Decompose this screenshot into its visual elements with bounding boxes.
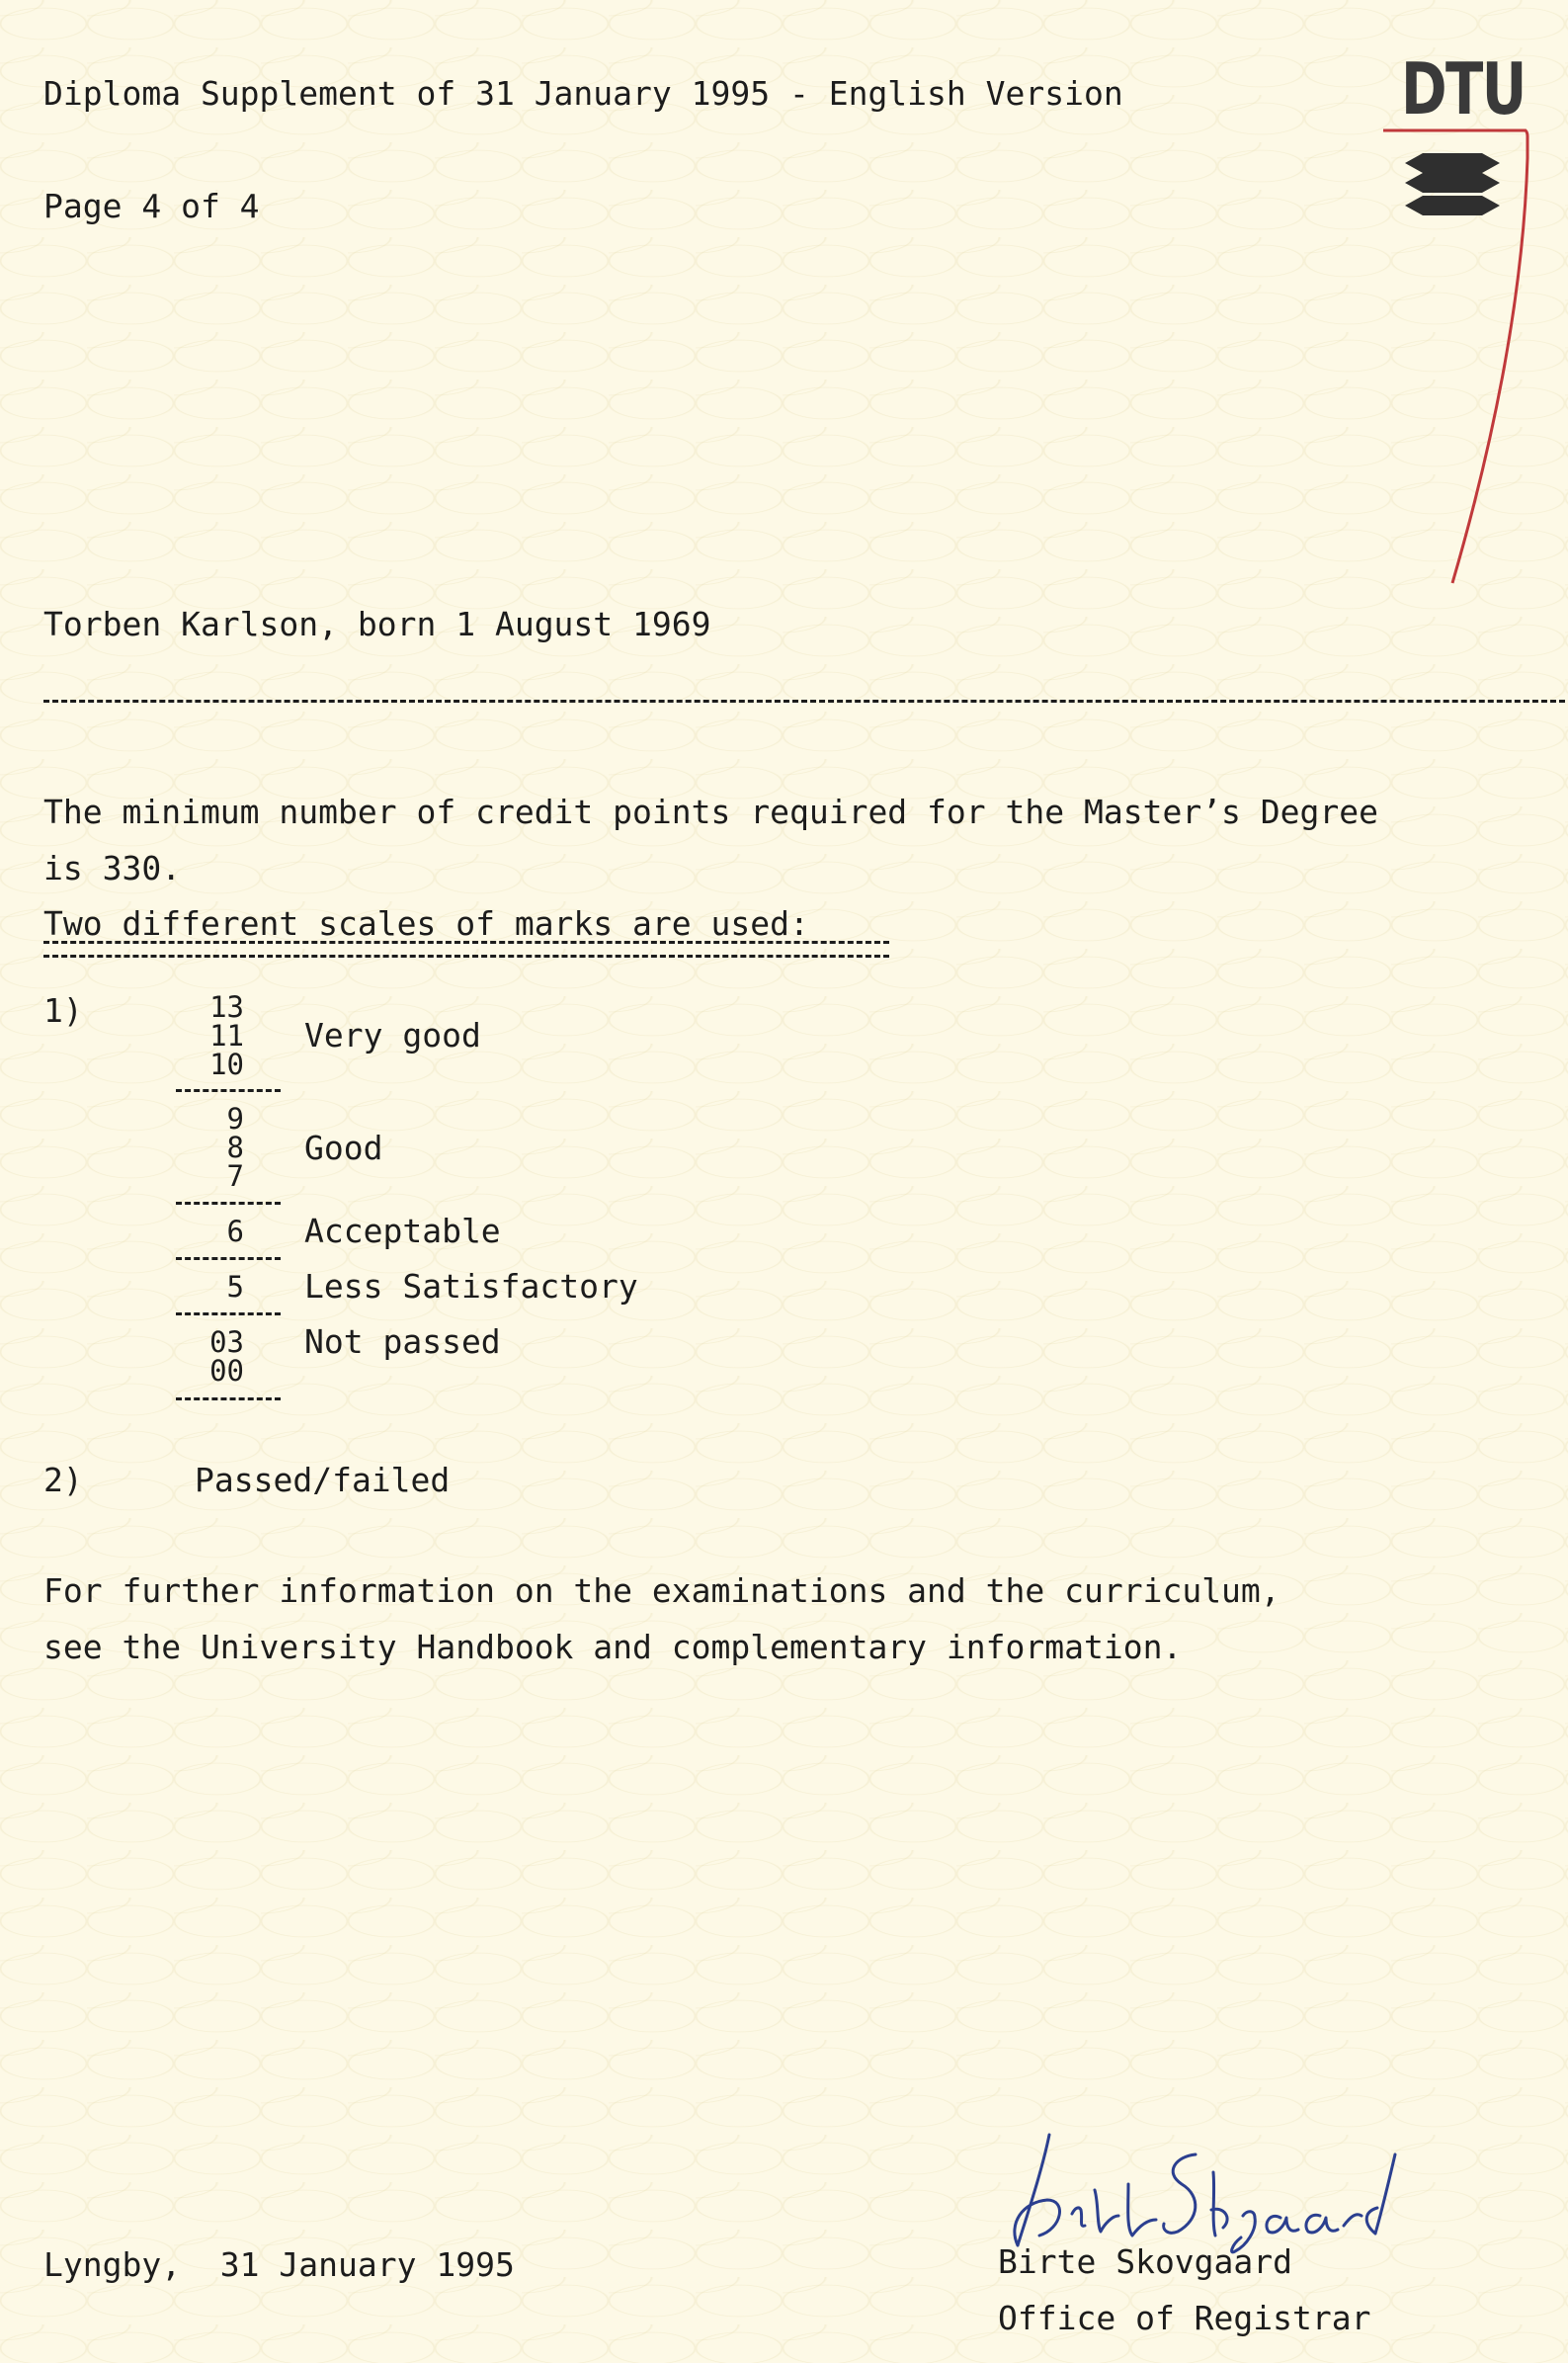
credit-points-line-2: is 330. [43, 849, 182, 887]
dtu-logo-text: DTU [1401, 47, 1526, 130]
mark-00: 00 [209, 1354, 244, 1388]
person-name-birth: Torben Karlson, born 1 August 1969 [43, 605, 711, 643]
scale-1-number: 1) [43, 991, 83, 1030]
grade-label-not-passed: Not passed [304, 1322, 501, 1361]
credit-points-line-1: The minimum number of credit points required for the Master’s Degree [43, 793, 1379, 831]
scale-2-number: 2) [43, 1461, 83, 1499]
grade-label-less-satisfactory: Less Satisfactory [304, 1267, 638, 1306]
grade-label-good: Good [304, 1129, 383, 1167]
separator-line [43, 700, 1565, 703]
document-title: Diploma Supplement of 31 January 1995 - English Version [43, 74, 1123, 113]
scale-2-label: Passed/failed [195, 1461, 451, 1499]
scale-divider [176, 1202, 281, 1205]
mark-9: 9 [226, 1102, 244, 1136]
scale-divider [176, 1312, 281, 1315]
heading-underline [43, 941, 889, 944]
mark-13: 13 [209, 990, 244, 1024]
place-and-date: Lyngby, 31 January 1995 [43, 2245, 515, 2284]
further-info-line-2: see the University Handbook and complementary information. [43, 1628, 1183, 1666]
grade-label-acceptable: Acceptable [304, 1212, 501, 1250]
further-info-line-1: For further information on the examinations and the curriculum, [43, 1571, 1280, 1610]
logo-wave-top [1405, 153, 1500, 173]
mark-11: 11 [209, 1019, 244, 1053]
heading-dashed-line [43, 955, 889, 958]
scale-divider [176, 1089, 281, 1092]
scales-heading: Two different scales of marks are used: [43, 904, 809, 943]
mark-6: 6 [226, 1215, 244, 1248]
scale-divider [176, 1397, 281, 1400]
mark-10: 10 [209, 1048, 244, 1081]
page-number: Page 4 of 4 [43, 187, 260, 225]
logo-wave-middle [1405, 173, 1500, 193]
mark-7: 7 [226, 1159, 244, 1193]
logo-wave-bottom [1405, 196, 1500, 215]
mark-8: 8 [226, 1131, 244, 1164]
mark-03: 03 [209, 1325, 244, 1359]
dtu-logo-icon [1383, 119, 1531, 593]
signer-title: Office of Registrar [998, 2299, 1371, 2337]
scale-divider [176, 1257, 281, 1260]
mark-5: 5 [226, 1270, 244, 1304]
grade-label-very-good: Very good [304, 1016, 481, 1055]
signer-name: Birte Skovgaard [998, 2242, 1293, 2281]
